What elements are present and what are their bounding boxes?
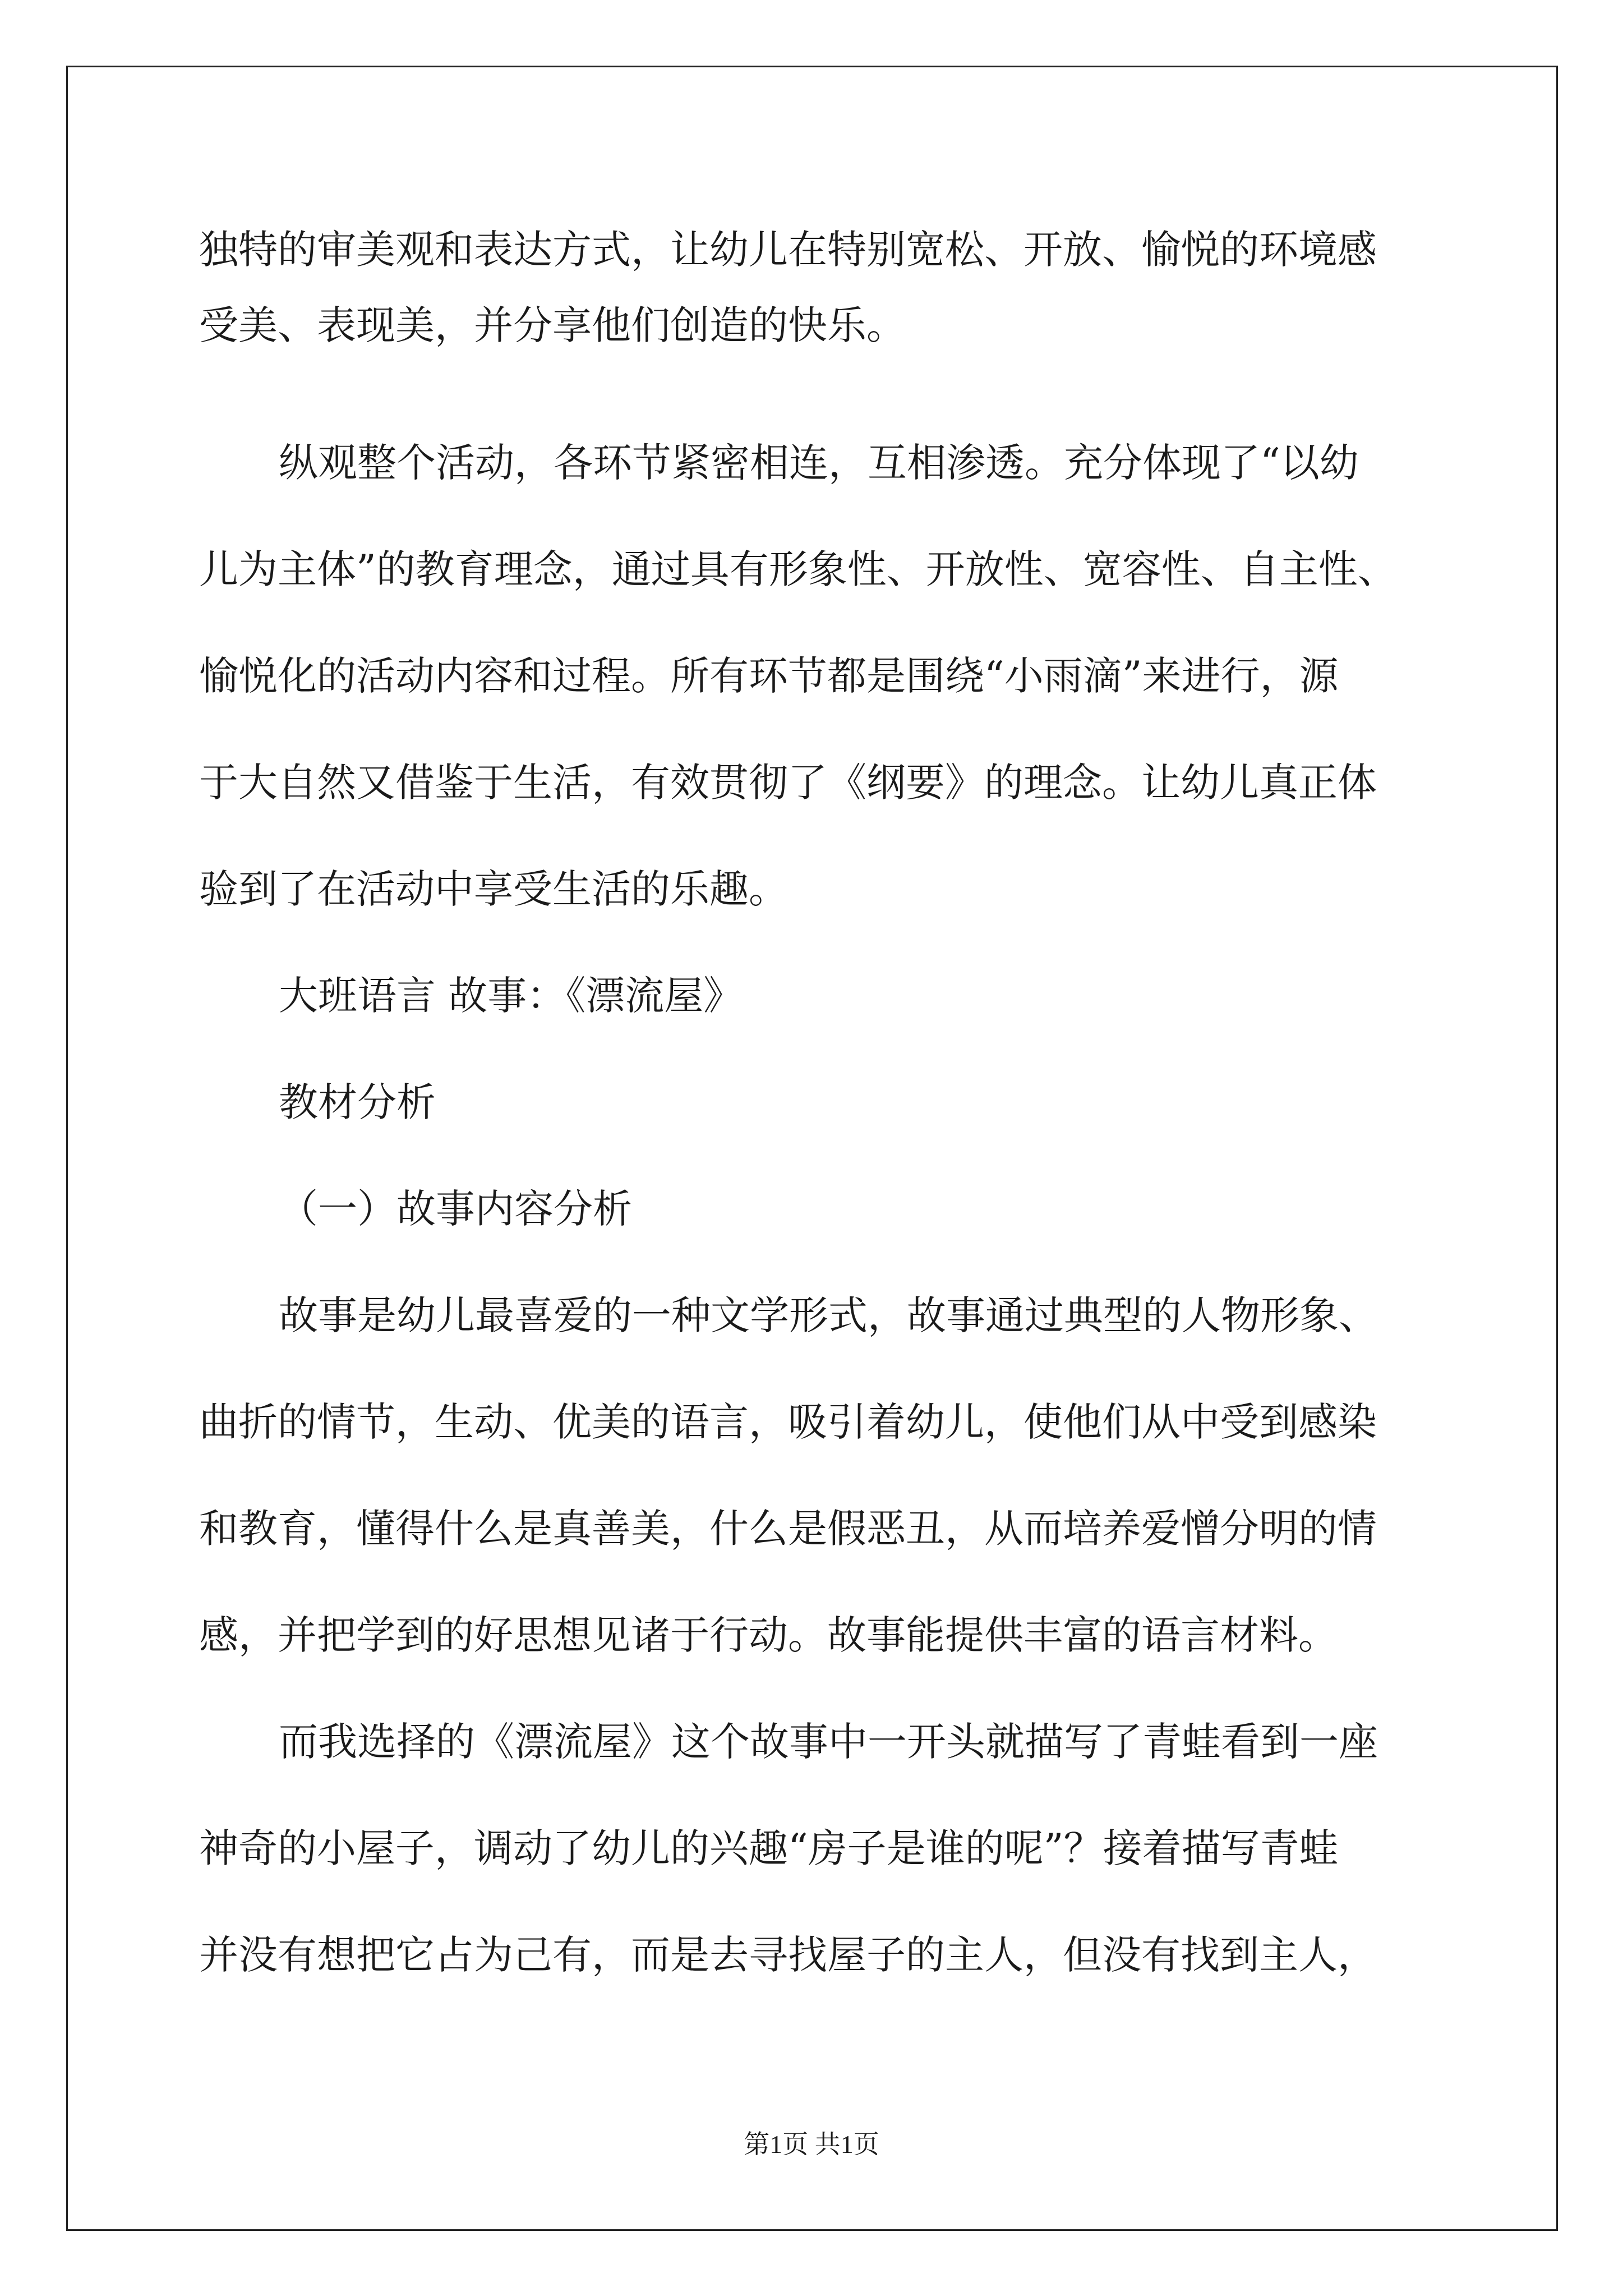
paragraph-line: 儿为主体”的教育理念，通过具有形象性、开放性、宽容性、自主性、 <box>199 546 1397 592</box>
paragraph-line: 和教育，懂得什么是真善美，什么是假恶丑，从而培养爱憎分明的情 <box>199 1506 1377 1552</box>
section-title: 大班语言 故事：《漂流屋》 <box>279 973 743 1019</box>
paragraph-line: 故事是幼儿最喜爱的一种文学形式，故事通过典型的人物形象、 <box>279 1292 1378 1338</box>
paragraph-line: 受美、表现美，并分享他们创造的快乐。 <box>199 302 906 348</box>
paragraph-line: 于大自然又借鉴于生活，有效贯彻了《纲要》的理念。让幼儿真正体 <box>199 760 1377 806</box>
paragraph-line: 并没有想把它占为己有，而是去寻找屋子的主人，但没有找到主人， <box>199 1932 1377 1978</box>
paragraph-line: 曲折的情节，生动、优美的语言，吸引着幼儿，使他们从中受到感染 <box>199 1399 1377 1445</box>
paragraph-line: 神奇的小屋子，调动了幼儿的兴趣“房子是谁的呢”？接着描写青蛙 <box>199 1825 1339 1871</box>
paragraph-line: 验到了在活动中享受生活的乐趣。 <box>199 866 788 912</box>
paragraph-line: 愉悦化的活动内容和过程。所有环节都是围绕“小雨滴”来进行，源 <box>199 653 1339 699</box>
section-heading: 教材分析 <box>279 1079 436 1125</box>
paragraph-line: 纵观整个活动，各环节紧密相连，互相渗透。充分体现了“以幼 <box>279 440 1359 486</box>
paragraph-line: 而我选择的《漂流屋》这个故事中一开头就描写了青蛙看到一座 <box>279 1719 1378 1765</box>
page-border <box>66 66 1558 2231</box>
paragraph-line: 感，并把学到的好思想见诸于行动。故事能提供丰富的语言材料。 <box>199 1612 1338 1658</box>
subsection-heading: （一）故事内容分析 <box>279 1186 632 1232</box>
page-number-footer: 第1页 共1页 <box>744 2130 879 2159</box>
paragraph-line: 独特的审美观和表达方式，让幼儿在特别宽松、开放、愉悦的环境感 <box>199 227 1377 273</box>
